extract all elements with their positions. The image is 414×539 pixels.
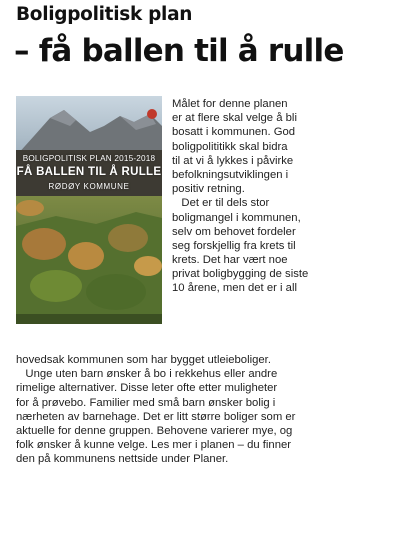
body-text-right-column <box>172 97 308 296</box>
article-kicker: Boligpolitisk plan <box>16 4 193 25</box>
body-line: Unge uten barn ønsker å bo i rekkehus eller andre <box>16 368 278 381</box>
body-line: rimelige alternativer. Disse leter ofte etter muligheter <box>16 382 278 395</box>
body-line: befolkningsutviklingen i <box>172 168 289 181</box>
body-line: positiv retning. <box>172 183 245 196</box>
body-line: seg forskjellig fra krets til <box>172 239 296 252</box>
body-line: aktuelle for denne gruppen. Behovene varierer mye, og <box>16 424 293 437</box>
body-line: boligmangel i kommunen, <box>172 211 301 224</box>
body-line: boligpolititikk skal bidra <box>172 140 288 153</box>
body-line: Målet for denne planen <box>172 98 288 110</box>
body-line: hovedsak kommunen som har bygget utleieboliger. <box>16 354 271 366</box>
cover-landscape-illustration <box>16 96 162 324</box>
body-line: den på kommunens nettside under Planer. <box>16 453 229 466</box>
body-line: bosatt i kommunen. God <box>172 126 296 139</box>
body-line: nærheten av barnehage. Det er litt større boliger som er <box>16 410 296 423</box>
municipality-logo-icon <box>147 109 157 119</box>
body-line: krets. Det har vært noe <box>172 254 288 267</box>
cover-title-line3: RØDØY KOMMUNE <box>48 182 130 191</box>
body-text-full-width <box>16 353 295 467</box>
body-line: Det er til dels stor <box>172 197 270 210</box>
body-line: til at vi å lykkes i påvirke <box>172 154 294 167</box>
plan-cover-image <box>16 96 162 324</box>
body-line: for å prøvebo. Familier med små barn ønsker bolig i <box>16 396 276 409</box>
article-headline: – få ballen til å rulle <box>14 33 344 69</box>
cover-title-line1: BOLIGPOLITISK PLAN 2015-2018 <box>22 154 156 163</box>
body-line: 10 årene, men det er i all <box>172 282 297 295</box>
body-line: folk ønsker å kunne velge. Les mer i planen – du finner <box>16 439 292 452</box>
body-line: privat boligbygging de siste <box>172 268 309 281</box>
cover-title-line2: FÅ BALLEN TIL Å RULLE <box>16 166 162 178</box>
body-line: selv om behovet fordeler <box>172 225 296 238</box>
body-line: er at flere skal velge å bli <box>172 112 297 125</box>
